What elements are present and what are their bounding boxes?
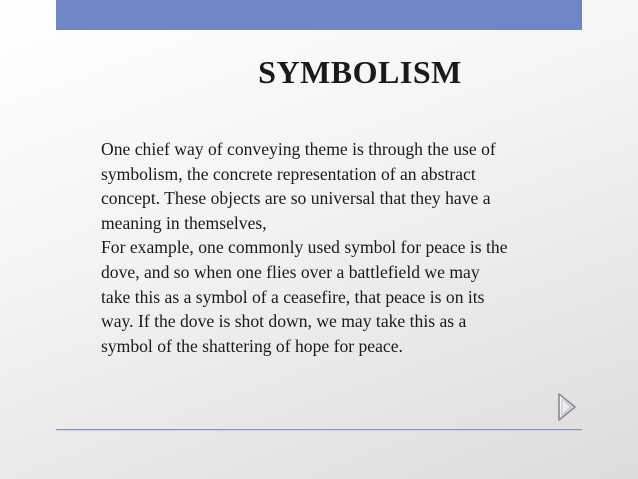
body-line: One chief way of conveying theme is through the use of (101, 139, 496, 159)
body-line: take this as a symbol of a ceasefire, that peace is on its (101, 286, 485, 307)
next-slide-button[interactable] (556, 392, 578, 422)
body-line: symbolism, the concrete representation of an abstract (101, 163, 476, 184)
body-line: meaning in themselves, (101, 212, 267, 233)
body-line: dove, and so when one flies over a battlefield we may (101, 261, 480, 282)
body-line: symbol of the shattering of hope for peace. (101, 335, 403, 356)
body-line: way. If the dove is shot down, we may take this as a (101, 311, 467, 332)
play-arrow-icon (559, 394, 575, 420)
bottom-divider-line (56, 429, 582, 431)
slide-body (101, 137, 589, 358)
top-accent-bar (56, 0, 582, 30)
body-line: concept. These objects are so universal that they have a (101, 188, 491, 209)
slide-title: SYMBOLISM (258, 54, 462, 90)
body-line: For example, one commonly used symbol for peace is the (101, 237, 508, 258)
